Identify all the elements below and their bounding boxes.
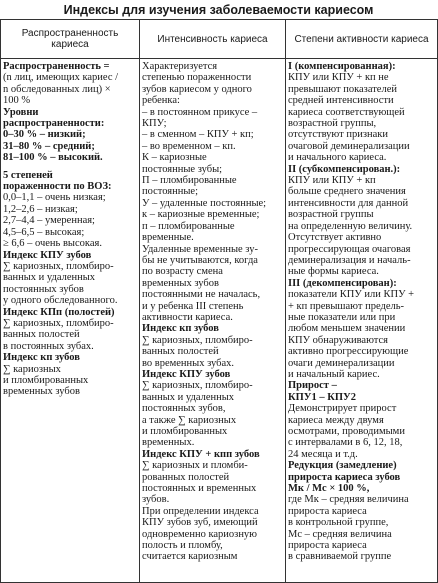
text-line: возрастной группы, [288,118,377,130]
text-line: Мк / Мс × 100 %, [288,483,370,495]
text-line: Уровни [3,106,39,118]
table-header-row [1,20,438,59]
text-line: кариеса между двумя [288,414,384,426]
text-line: ≥ 6,6 – очень высокая. [3,238,102,250]
text-line: 2,7–4,4 – умеренная; [3,215,95,227]
prevalence-cell [1,59,140,583]
text-line: постоянных и временных [142,483,257,495]
text-line: 24 месяца и т.д. [288,448,358,460]
text-line: осмотрами, проводимыми [288,426,405,437]
text-line: временных зубов [142,277,219,289]
text-line: Мс – средняя величина [288,528,392,540]
text-line: Индекс КПУ зубов [3,249,92,261]
text-line: прироста кариеса зубов [288,471,401,483]
text-line: превышают показателей [288,83,397,95]
text-line: пораженности по ВОЗ: [3,181,112,193]
text-line: на определенную величину. [288,220,413,232]
text-line: ∑ кариозных и пломби- [142,460,248,472]
text-line: возрастной группы [288,209,374,221]
text-line: в контрольной группе, [288,517,389,529]
text-line: + кп превышают предель- [288,300,405,312]
text-line: ∑ кариозных, пломбиро- [3,317,114,329]
text-line: деминерализация и началь- [288,254,411,266]
text-line: КПУ зубов зуб, имеющий [142,517,258,529]
text-line: активно прогрессирующие [288,346,409,358]
text-line: ∑ кариозных, пломбиро- [3,260,114,272]
text-line: Редукция (замедление) [288,460,397,472]
text-line: где Мк – средняя величина [288,494,409,506]
text-line: Характеризуется [142,61,218,72]
text-line: ные формы кариеса. [288,266,379,278]
text-line: и начального кариеса. [288,152,387,164]
text-line: КПУ или КПУ + кп не [288,72,389,84]
page-title: Индексы для изучения заболеваемости кариесом [63,3,374,17]
prevalence-text [3,61,137,579]
text-line: показатели КПУ или КПУ + [288,289,415,301]
text-line: бы не учитываются, когда [142,254,258,266]
text-line: и пломбированных [142,426,228,437]
text-line: 0–30 % – низкий; [3,129,86,141]
text-line: Прирост – [288,380,337,392]
text-line: III (декомпенсирован): [288,277,397,289]
text-line: П – пломбированные [142,175,237,187]
text-line: распространенности: [3,118,105,130]
text-line: постоянные зубы; [142,163,223,175]
text-line: ∑ кариозных, пломбиро- [142,334,253,346]
text-line: очаговой деминерализации [288,140,410,152]
text-line: в постоянных зубах. [3,340,94,352]
text-line: КПУ обнаруживаются [288,334,389,346]
text-line: II (субкомпенсирован.): [288,163,401,175]
text-line: активности кариеса. [142,311,233,323]
text-line: ванных и удаленных [142,391,235,403]
text-line: у одного обследованного. [3,295,118,307]
header-prevalence: Распространенность кариеса [1,20,140,59]
text-line: к – кариозные временные; [142,209,260,221]
text-line: 100 % [3,95,31,107]
activity-cell [286,59,438,583]
text-line: одновременно кариозную [142,528,258,540]
text-line: интенсивности для данной [288,197,409,209]
text-line: I (компенсированная): [288,61,396,72]
text-line: постоянных зубов [3,283,84,295]
text-line: 5 степеней [3,169,53,181]
text-line: и пломбированных [3,374,89,386]
text-line: отсутствуют признаки [288,129,388,141]
caries-index-table [0,19,438,583]
text-line: n обследованных лиц) × [3,83,111,95]
text-line: 81–100 % – высокий. [3,152,103,164]
text-line: ванных и удаленных [3,272,96,284]
text-line: (n лиц, имеющих кариес / [3,72,119,84]
text-line: прироста кариеса [288,505,367,517]
text-line: кариеса соответствующей [288,106,405,118]
text-line: п – пломбированные [142,220,235,232]
text-line: считается кариозным [142,551,238,563]
text-line: ные показатели или при [288,311,396,323]
text-line: 4,5–6,5 – высокая; [3,226,85,238]
text-line: любом меньшем значении [288,323,406,335]
text-line: и у ребенка III степень [142,300,244,312]
text-line: очаги деминерализации [288,357,395,369]
intensity-cell [140,59,286,583]
text-line: Индекс КПУ зубов [142,368,231,380]
text-line: Индекс кп зубов [142,323,219,335]
activity-text [288,61,435,579]
text-line: К – кариозные [142,152,207,164]
intensity-text [142,61,283,579]
text-line: прироста кариеса [288,540,367,552]
text-line: При определении индекса [142,505,259,517]
text-line: постоянными не началась, [142,289,261,301]
text-line: Удаленные временные зу- [142,243,258,255]
text-line: постоянные; [142,186,198,198]
text-line: временные. [142,232,194,244]
text-line: 0,0–1,1 – очень низкая; [3,192,106,204]
text-line: полость и пломбу, [142,540,223,552]
text-line: Распространенность = [3,61,110,72]
text-line: рованных полостей [142,471,230,483]
text-line: и начальный кариес. [288,368,380,380]
text-line: У – удаленные постоянные; [142,197,267,209]
text-line: ребенка: [142,95,180,107]
text-line: ванных полостей [3,329,80,341]
text-line: в сравниваемой группе [288,551,392,563]
text-line: постоянных зубов, [142,403,226,415]
text-line: а также ∑ кариозных [142,414,237,426]
text-line: средней интенсивности [288,95,394,107]
text-line: Индекс КПУ + кпп зубов [142,448,260,460]
text-line: временных зубов [3,386,80,398]
text-line: степенью пораженности [142,72,252,84]
text-line: ∑ кариозных, пломбиро- [142,380,253,392]
text-line: по возрасту смена [142,266,223,278]
text-line: зубов кариесом у одного [142,83,252,95]
text-line: Индекс КПп (полостей) [3,306,115,318]
text-line: больше среднего значения [288,186,406,198]
text-line: КПУ или КПУ + кп [288,175,376,187]
text-line: зубов. [142,494,170,506]
text-line: – в постоянном прикусе – [142,106,258,118]
text-line: – во временном – кп. [142,140,236,152]
text-line: с интервалами в 6, 12, 18, [288,437,403,449]
header-intensity: Интенсивность кариеса [140,20,286,59]
text-line: Отсутствует активно [288,232,382,244]
text-line: ванных полостей [142,346,219,358]
text-line: 31–80 % – средний; [3,140,95,152]
text-line: ∑ кариозных [3,363,61,375]
header-activity: Степени активности кариеса [286,20,438,59]
text-line: временных. [142,437,195,449]
text-line: прогрессирующая очаговая [288,243,411,255]
text-line: Индекс кп зубов [3,352,80,364]
text-line: – в сменном – КПУ + кп; [142,129,254,141]
text-line: 1,2–2,6 – низкая; [3,203,78,215]
text-line: во временных зубах. [142,357,235,369]
text-line: Демонстрирует прирост [288,403,397,415]
text-line: КПУ1 – КПУ2 [288,391,356,403]
text-line: КПУ; [142,118,167,130]
table-body-row [1,59,438,583]
